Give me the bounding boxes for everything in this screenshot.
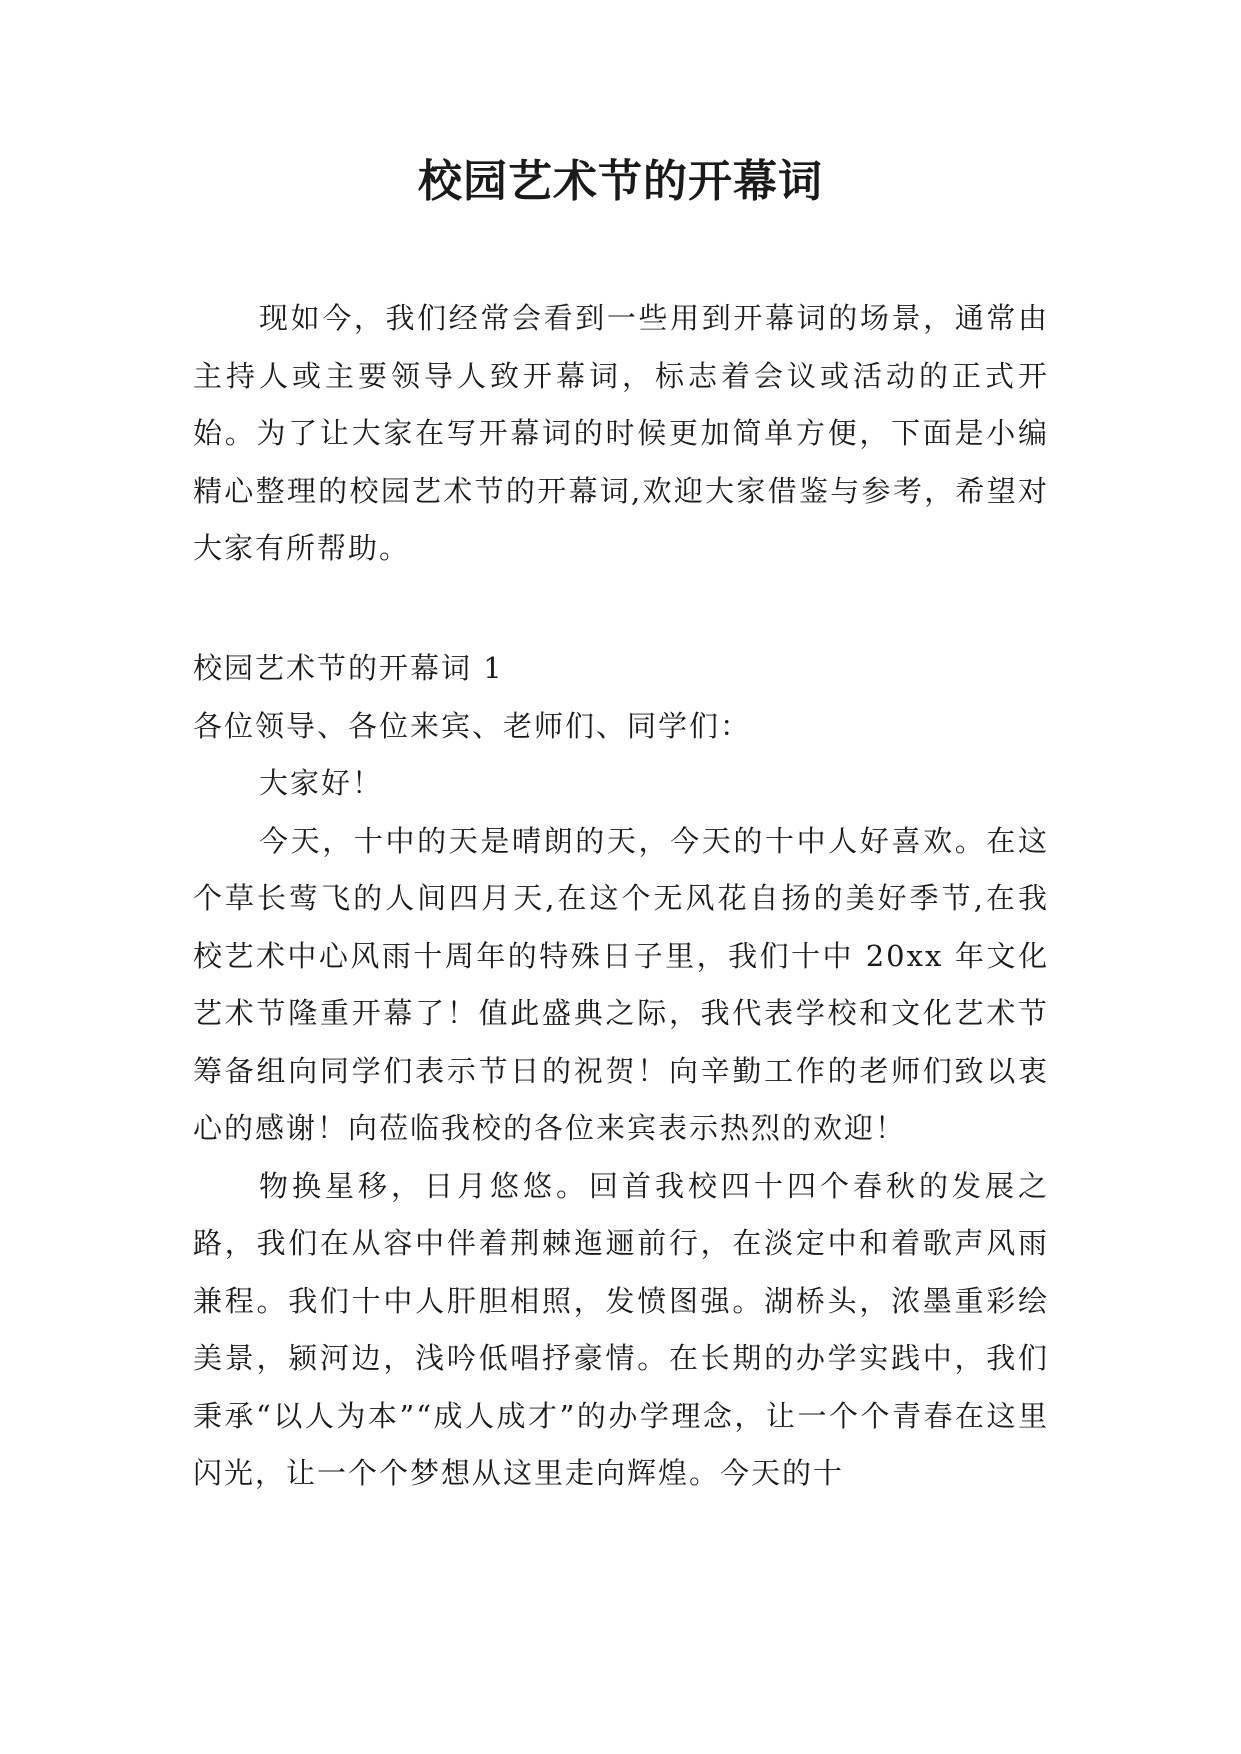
intro-paragraph: 现如今，我们经常会看到一些用到开幕词的场景，通常由主持人或主要领导人致开幕词，标志着会议或活动的正式开始。为了让大家在写开幕词的时候更加简单方便，下面是小编精心整理的校园艺术节的开幕词,欢迎大家借鉴与参考，希望对大家有所帮助。	[193, 301, 1049, 565]
speech-paragraph-2: 物换星移，日月悠悠。回首我校四十四个春秋的发展之路，我们在从容中伴着荆棘迤逦前行，在淡定中和着歌声风雨兼程。我们十中人肝胆相照，发愤图强。湖桥头，浓墨重彩绘美景，颍河边，浅吟低唱抒豪情。在长期的办学实践中，我们秉承“以人为本”“成人成才”的办学理念，让一个个青春在这里闪光，让一个个梦想从这里走向辉煌。今天的十	[193, 1168, 1049, 1490]
speech-paragraph-1: 今天，十中的天是晴朗的天，今天的十中人好喜欢。在这个草长莺飞的人间四月天,在这个无风花自扬的美好季节,在我校艺术中心风雨十周年的特殊日子里，我们十中 20xx 年文化艺术节隆重开幕了！值此盛典之际，我代表学校和文化艺术节筹备组向同学们表示节日的祝贺！向辛勤工作的老师们致以衷心的感谢！向莅临我校的各位来宾表示热烈的欢迎！	[193, 823, 1049, 1145]
section-heading: 校园艺术节的开幕词 1	[193, 651, 504, 685]
speech-section	[193, 640, 1049, 1503]
salutation-line: 各位领导、各位来宾、老师们、同学们：	[193, 708, 752, 743]
intro-block	[193, 290, 1049, 578]
greeting-line: 大家好！	[259, 766, 384, 800]
page-title: 校园艺术节的开幕词	[418, 156, 823, 207]
